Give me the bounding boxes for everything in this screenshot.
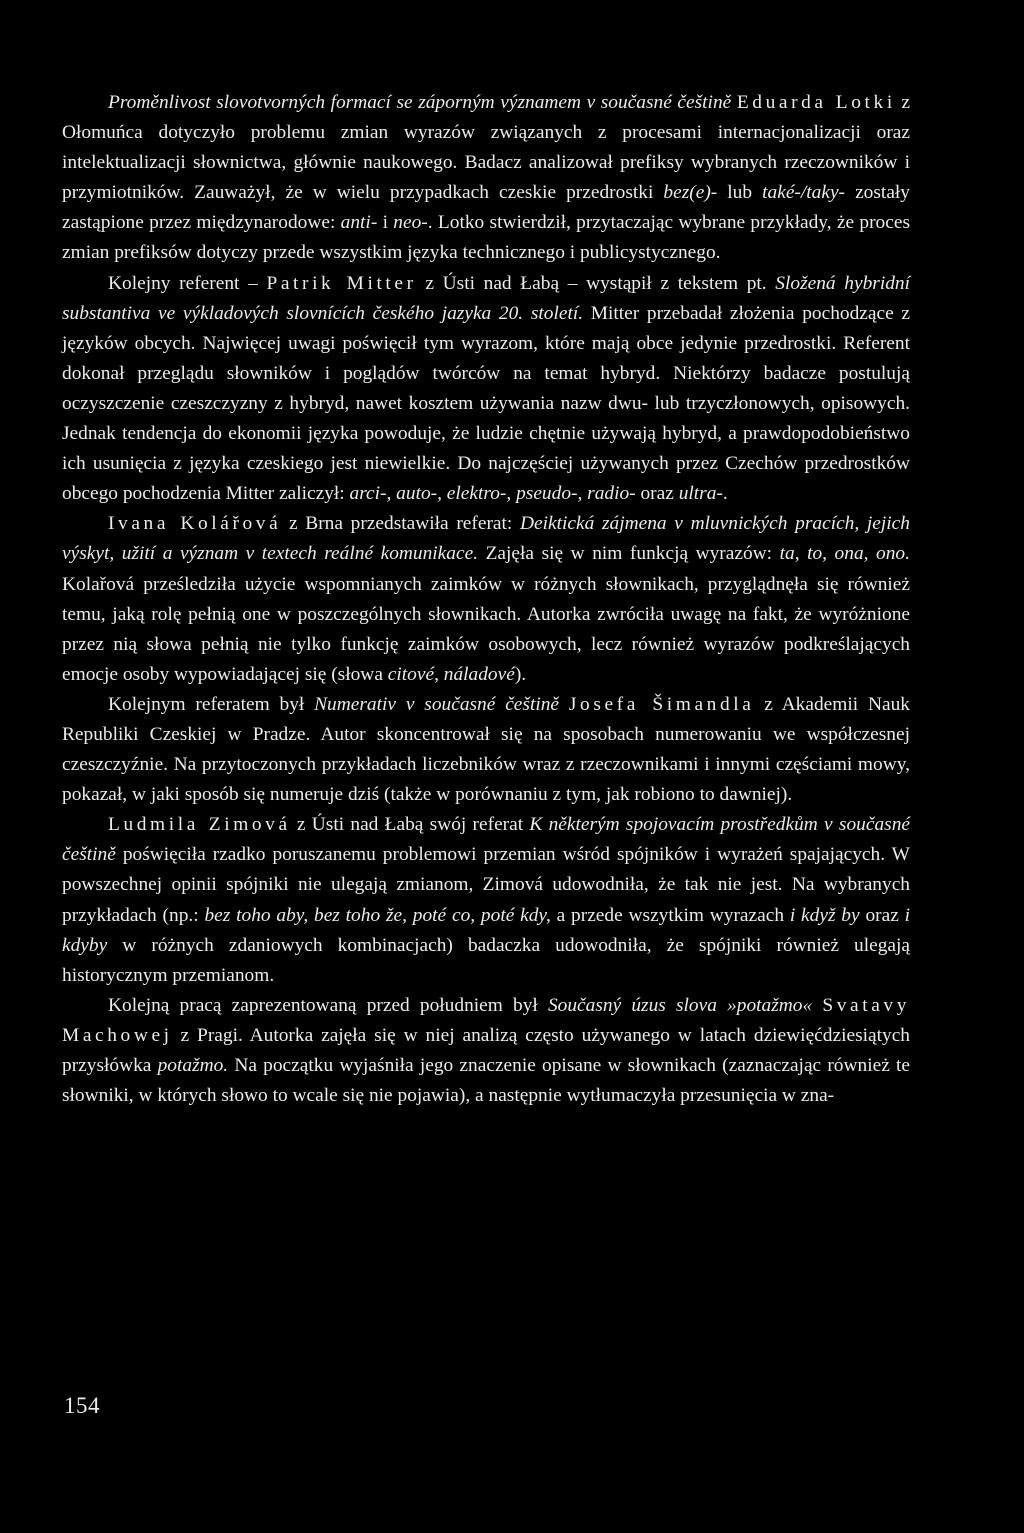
text-run: i [377,212,394,234]
text-run: z Akademii Nauk Republiki Czeskiej w Pradze. Autor skoncentrował się na sposobach numerowaniu we współczesnej czeszczyźnie. Na przytoczonych przykładach liczebników wraz z rzeczownikami i innymi częściami mowy, pokazał, w jaki sposób się numeruje dziś (także w porównaniu z tym, jak robiono to dawniej). [62,693,910,806]
paragraph [62,509,910,690]
italic-text: i když by [789,904,860,926]
spaced-name: Josefa Šimandla [568,693,755,715]
italic-text: citové, náladové [387,663,515,685]
italic-text: Složená hybridní substantiva ve výkladových slovnících českého jazyka 20. století. [62,272,910,324]
text-run: Kolejnym referatem był [108,693,315,715]
body-text [62,88,910,1111]
text-run: Kolejny referent – [108,272,267,294]
italic-text: Proměnlivost slovotvorných formací se záporným významem v současné češtině [108,92,732,113]
paragraph [62,991,910,1111]
text-run [812,995,822,1016]
text-run: Zajęła się w nim funkcją wyrazów: [478,543,780,565]
italic-text: ultra- [678,483,723,505]
text-run: z Brna przedstawiła referat: [281,513,520,535]
italic-text: arci-, auto-, elektro-, pseudo-, radio- [349,483,636,505]
text-run: oraz [859,904,905,926]
text-run: z Pragi. Autorka zajęła się w niej analizą często używanego w latach dziewięćdziesiątych przysłówka [62,1024,910,1076]
italic-text: Deiktická zájmena v mluvnických pracích, jejich výskyt, užití a význam v textech reálné komunikace. [62,513,910,565]
spaced-name: Eduarda Lotki [736,92,896,113]
paragraph [62,810,910,991]
italic-text: anti- [340,212,378,234]
italic-text: Současný úzus slova »potažmo« [547,994,813,1016]
paragraph [62,269,910,510]
text-run: poświęciła rzadko poruszanemu problemowi przemian wśród spójników i wyrażeń spajających. W powszechnej opinii spójniki nie ulegają zmianom, Zimová udowodniła, że tak nie jest. Na wybranych przykładach (np.: [62,844,910,926]
italic-text: K některým spojovacím prostředkům v současné češtině [62,814,910,866]
spaced-name: Ivana Kolářová [108,513,282,535]
text-run: Mitter przebadał złożenia pochodzące z języków obcych. Najwięcej uwagi poświęcił tym wyrazom, które mają obce jedynie przedrostki. Referent dokonał przeglądu słowników i poglądów twórców na temat hybryd. Niektórzy badacze postulują oczyszczenie czeszczyzny z hybryd, nawet kosztem używania nazw dwu- lub trzyczłonowych, opisowych. Jednak tendencja do ekonomii języka powoduje, że ludzie chętnie używają hybryd, a prawdopodobieństwo ich usunięcia z języka czeskiego jest niewielkie. Do najczęściej używanych przez Czechów przedrostków obcego pochodzenia Mitter zaliczył: [62,302,910,505]
text-run: . Lotko stwierdził, przytaczając wybrane przykłady, że proces zmian prefiksów dotyczy przede wszystkim języka technicznego i publicystycznego. [62,212,910,264]
text-run: lub [717,182,763,204]
paragraph [62,88,910,269]
text-run: Na początku wyjaśniła jego znaczenie opisane w słownikach (zaznaczając również te słowniki, w których słowo to wcale się nie pojawia), a następnie wytłumaczyła przesunięcia w zna- [62,1055,910,1107]
text-run: w różnych zdaniowych kombinacjach) badaczka udowodniła, że spójniki również ulegają historycznym przemianom. [62,934,910,986]
text-run: Kolejną pracą zaprezentowaną przed południem był [108,994,548,1016]
text-run: . [722,483,728,505]
text-run: a przede wszytkim wyrazach [550,904,790,926]
italic-text: bez(e)- [663,182,718,204]
italic-text: neo- [393,212,428,234]
italic-text: bez toho aby, bez toho že, poté co, poté kdy, [204,904,551,926]
text-run: oraz [635,483,679,505]
spaced-name: Svatavy Machowej [62,994,910,1046]
text-run [559,694,569,715]
italic-text: Numerativ v současné češtině [314,693,560,715]
italic-text: potažmo. [157,1055,229,1076]
text-run: Kolařová prześledziła użycie wspomnianych zaimków w różnych słownikach, przyglądnęła się również temu, jaką rolę pełnią one w poszczególnych słownikach. Autorka zwróciła uwagę na fakt, że wyróżnione przez nią słowa pełnią nie tylko funkcję zaimków osobowych, lecz również wyrazów podkreślających emocje osoby wypowiadającej się (słowa [62,573,910,685]
paragraph [62,690,910,810]
italic-text: ta, to, ona, ono. [779,543,910,565]
text-run: z Ústi nad Łabą – wystąpił z tekstem pt. [416,272,776,294]
spaced-name: Ludmila Zimová [108,814,291,836]
text-run: z Ołomuńca dotyczyło problemu zmian wyrazów związanych z procesami internacjonalizacji oraz intelektualizacji słownictwa, głównie naukowego. Badacz analizował prefiksy wybranych rzeczowników i przymiotników. Zauważył, że w wielu przypadkach czeskie przedrostki [62,92,910,204]
text-run: zostały zastąpione przez międzynarodowe: [62,182,911,234]
text-run: z Ústi nad Łabą swój referat [290,814,530,836]
spaced-name: Patrik Mitter [266,272,417,294]
italic-text: i kdyby [62,904,911,956]
text-run: ). [514,663,527,685]
italic-text: také-/taky- [762,182,846,204]
page-number: 154 [64,1393,100,1418]
